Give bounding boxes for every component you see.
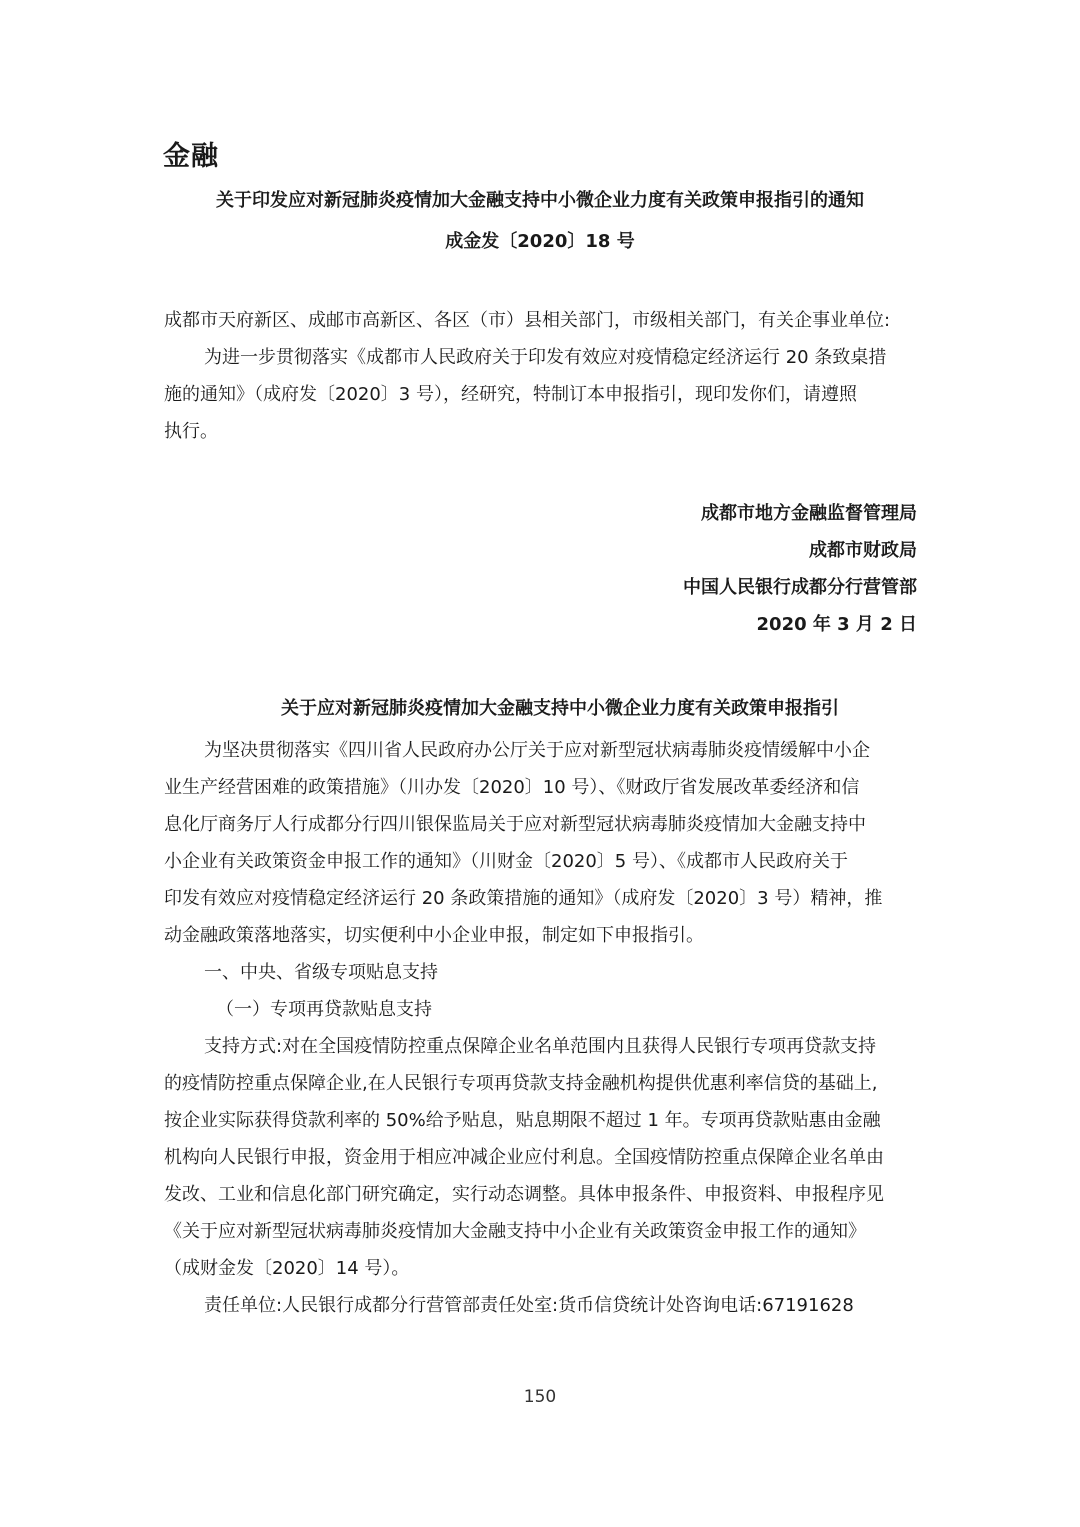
guide-line: 动金融政策落地落实，切实便利中小企业申报，制定如下申报指引。 [164,925,704,946]
guide-line: 《关于应对新型冠状病毒肺炎疫情加大金融支持中小企业有关政策资金申报工作的通知》 [164,1221,866,1242]
guide-line: 业生产经营困难的政策措施》（川办发〔2020〕10 号）、《财政厅省发展改革委经济和信 [164,777,860,798]
signature-block [560,495,917,643]
guide-line: 发改、工业和信息化部门研究确定，实行动态调整。具体申报条件、申报资料、申报程序见 [164,1184,884,1205]
guide-line: 印发有效应对疫情稳定经济运行 20 条政策措施的通知》（成府发〔2020〕3 号）精神，推 [164,888,883,909]
signatory-finance-bureau: 成都市地方金融监督管理局 [701,503,917,524]
page-number: 150 [523,1387,557,1407]
guide-line: 支持方式:对在全国疫情防控重点保障企业名单范围内且获得人民银行专项再贷款支持 [204,1036,877,1057]
notice-number: 成金发〔2020〕18 号 [445,231,635,252]
intro-paragraph [164,339,920,450]
guide-title: 关于应对新冠肺炎疫情加大金融支持中小微企业力度有关政策申报指引 [281,698,839,719]
guide-line: 的疫情防控重点保障企业,在人民银行专项再贷款支持金融机构提供优惠利率信贷的基础上, [164,1073,878,1094]
guide-line: 机构向人民银行申报，资金用于相应冲减企业应付利息。全国疫情防控重点保障企业名单由 [164,1147,884,1168]
guide-line: 按企业实际获得贷款利率的 50%给予贴息，贴息期限不超过 1 年。专项再贷款贴惠由金融 [164,1110,881,1131]
guide-section-heading: 一、中央、省级专项贴息支持 [204,962,438,983]
intro-line: 执行。 [164,421,218,442]
guide-line: （成财金发〔2020〕14 号）。 [164,1258,410,1279]
section-heading: 金融 [163,141,219,172]
guide-responsible-unit: 责任单位:人民银行成都分行营管部责任处室:货币信贷统计处咨询电话:67191628 [204,1295,854,1316]
addressee: 成都市天府新区、成邮市高新区、各区（市）县相关部门，市级相关部门，有关企事业单位: [164,310,891,331]
signatory-pbc-branch: 中国人民银行成都分行营管部 [683,577,917,598]
guide-line: 息化厅商务厅人行成都分行四川银保监局关于应对新型冠状病毒肺炎疫情加大金融支持中 [164,814,866,835]
intro-line: 施的通知》（成府发〔2020〕3 号），经研究，特制订本申报指引，现印发你们，请遵照 [164,384,857,405]
guide-line: 小企业有关政策资金申报工作的通知》（川财金〔2020〕5 号）、《成都市人民政府关于 [164,851,848,872]
guide-body [164,732,920,1324]
notice-date: 2020 年 3 月 2 日 [756,614,917,635]
signatory-fiscal-bureau: 成都市财政局 [809,540,917,561]
guide-line: 为坚决贯彻落实《四川省人民政府办公厅关于应对新型冠状病毒肺炎疫情缓解中小企 [204,740,870,761]
notice-title: 关于印发应对新冠肺炎疫情加大金融支持中小微企业力度有关政策申报指引的通知 [216,190,864,211]
intro-line: 为进一步贯彻落实《成都市人民政府关于印发有效应对疫情稳定经济运行 20 条致桌措 [204,347,887,368]
guide-subsection-heading: （一）专项再贷款贴息支持 [216,999,432,1020]
